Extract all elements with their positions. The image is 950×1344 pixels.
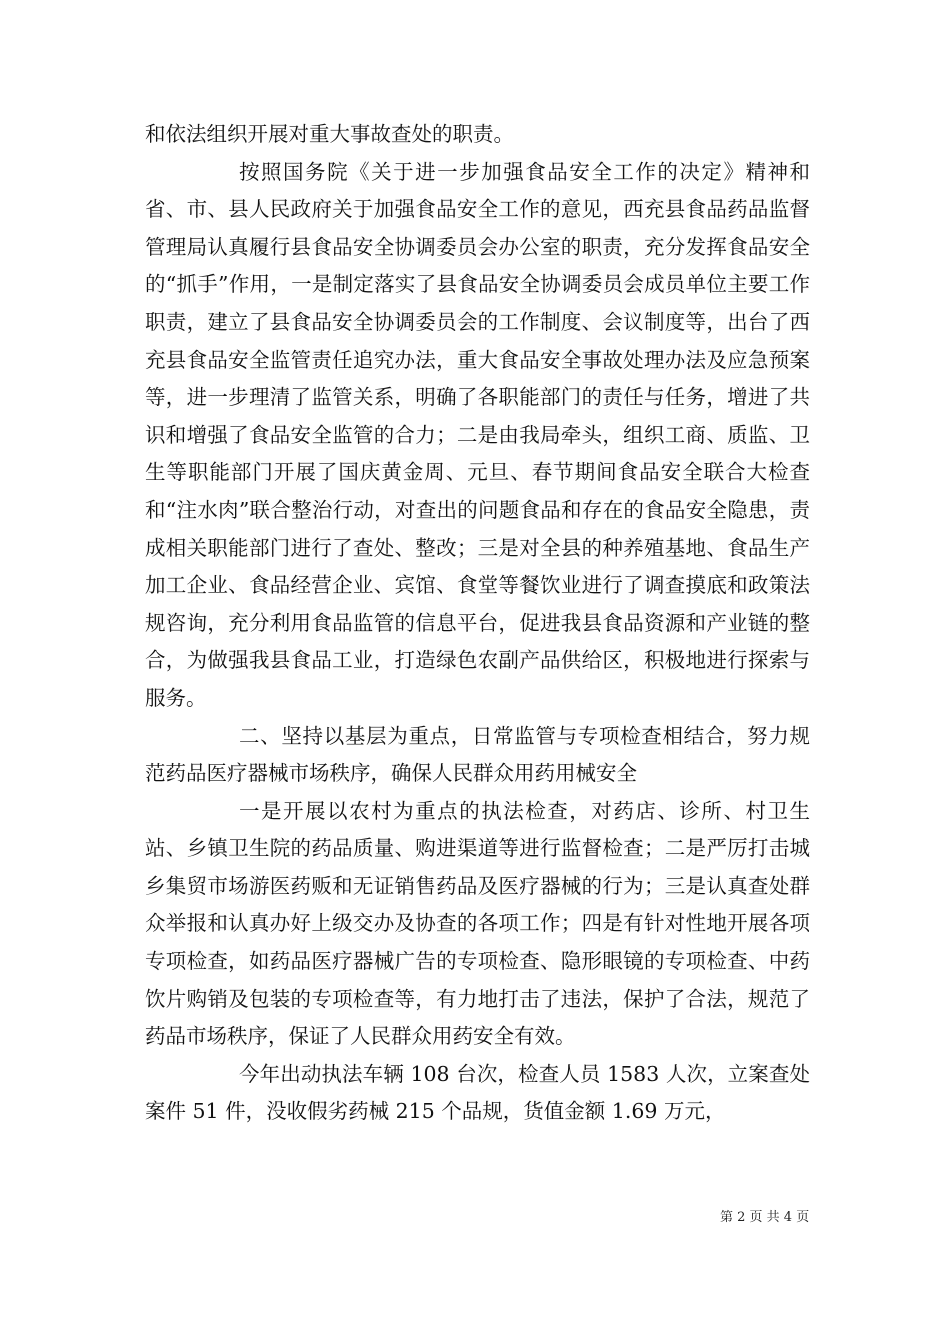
paragraph-4: 今年出动执法车辆 108 台次，检查人员 1583 人次，立案查处案件 51 件，没收假劣药械 215 个品规，货值金额 1.69 万元， (145, 1061, 810, 1124)
section-heading-2: 二、坚持以基层为重点，日常监管与专项检查相结合，努力规范药品医疗器械市场秩序，确保人民群众用药用械安全 (145, 723, 810, 786)
paragraph-2: 按照国务院《关于进一步加强食品安全工作的决定》精神和省、市、县人民政府关于加强食品安全工作的意见，西充县食品药品监督管理局认真履行县食品安全协调委员会办公室的职责，充分发挥食品安全的“抓手”作用，一是制定落实了县食品安全协调委员会成员单位主要工作职责，建立了县食品安全协调委员会的工作制度、会议制度等，出台了西充县食品安全监管责任追究办法，重大食品安全事故处理办法及应急预案等，进一步理清了监管关系，明确了各职能部门的责任与任务，增进了共识和增强了食品安全监管的合力；二是由我局牵头，组织工商、质监、卫生等职能部门开展了国庆黄金周、元旦、春节期间食品安全联合大检查和“注水肉”联合整治行动，对查出的问题食品和存在的食品安全隐患，责成相关职能部门进行了查处、整改；三是对全县的种养殖基地、食品生产加工企业、食品经营企业、宾馆、食堂等餐饮业进行了调查摸底和政策法规咨询，充分利用食品监管的信息平台，促进我县食品资源和产业链的整合，为做强我县食品工业，打造绿色农副产品供给区，积极地进行探索与服务。 (145, 159, 810, 710)
paragraph-1: 和依法组织开展对重大事故查处的职责。 (145, 122, 514, 146)
document-body (145, 116, 810, 1131)
paragraph-3: 一是开展以农村为重点的执法检查，对药店、诊所、村卫生站、乡镇卫生院的药品质量、购进渠道等进行监督检查；二是严厉打击城乡集贸市场游医药贩和无证销售药品及医疗器械的行为；三是认真查处群众举报和认真办好上级交办及协查的各项工作；四是有针对性地开展各项专项检查，如药品医疗器械广告的专项检查、隐形眼镜的专项检查、中药饮片购销及包装的专项检查等，有力地打击了违法，保护了合法，规范了药品市场秩序，保证了人民群众用药安全有效。 (145, 798, 810, 1049)
page-footer: 第 2 页 共 4 页 (720, 1210, 810, 1225)
